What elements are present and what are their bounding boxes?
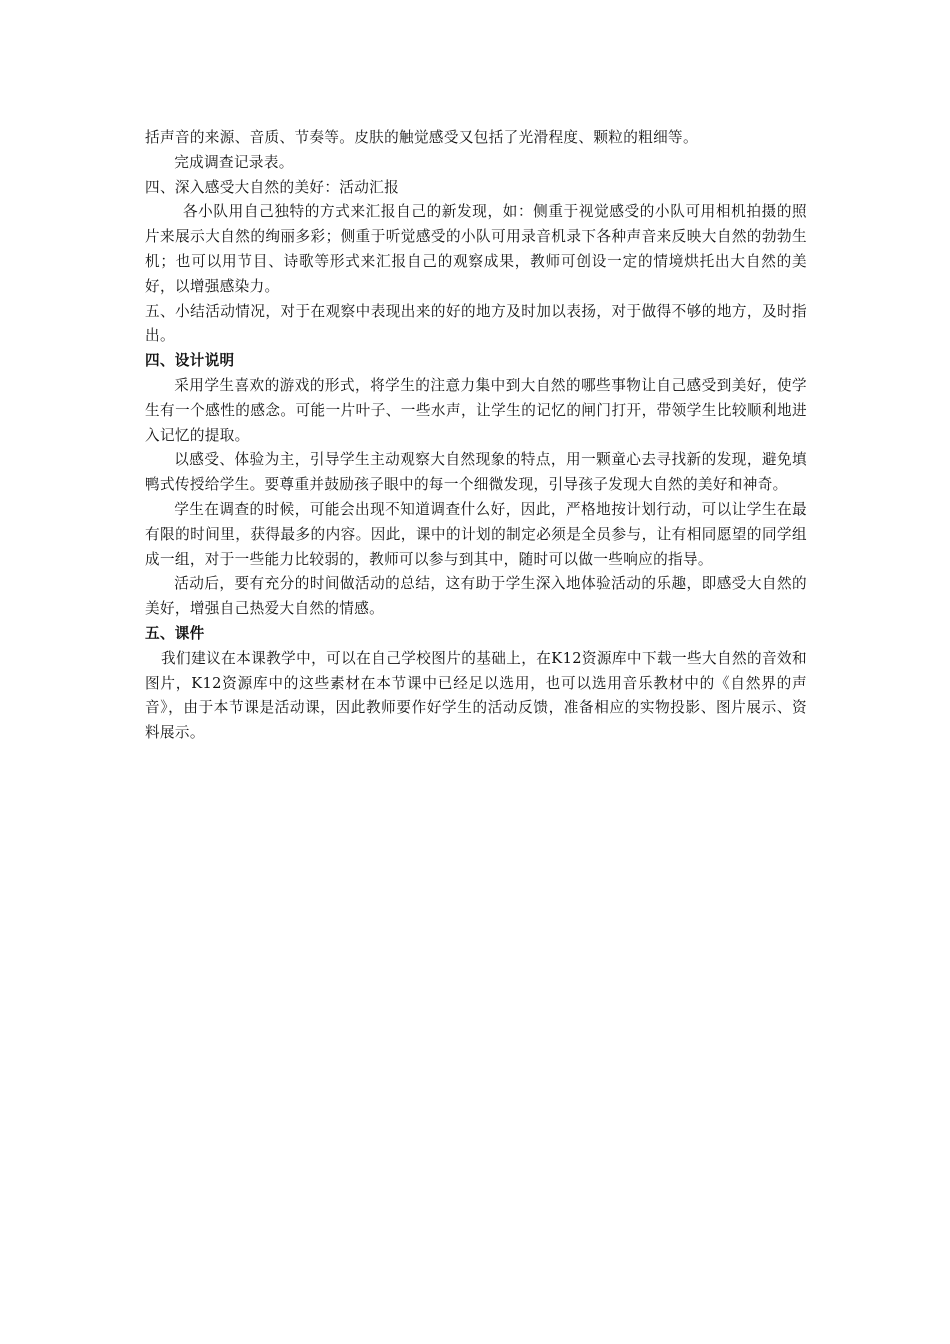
paragraph-design-1: 采用学生喜欢的游戏的形式，将学生的注意力集中到大自然的哪些事物让自己感受到美好，使学生有一个感性的感念。可能一片叶子、一些水声，让学生的记忆的闸门打开，带领学生比较顺利地进入记忆的提取。 [145,376,807,444]
section-heading-courseware: 五、课件 [145,624,205,642]
paragraph-complete-record: 完成调查记录表。 [174,153,294,171]
paragraph-design-4: 活动后，要有充分的时间做活动的总结，这有助于学生深入地体验活动的乐趣，即感受大自然的美好，增强自己热爱大自然的情感。 [145,575,807,618]
paragraph-sense-hearing-touch: 括声音的来源、音质、节奏等。皮肤的触觉感受又包括了光滑程度、颗粒的粗细等。 [145,129,698,146]
step-five-summary: 五、小结活动情况，对于在观察中表现出来的好的地方及时加以表扬，对于做得不够的地方，及时指出。 [145,302,807,345]
section-heading-design: 四、设计说明 [145,352,235,370]
paragraph-design-2: 以感受、体验为主，引导学生主动观察大自然现象的特点，用一颗童心去寻找新的发现，避免填鸭式传授给学生。要尊重并鼓励孩子眼中的每一个细微发现，引导孩子发现大自然的美好和神奇。 [145,451,807,494]
step-four-title: 四、深入感受大自然的美好：活动汇报 [145,178,400,196]
paragraph-courseware: 我们建议在本课教学中，可以在自己学校图片的基础上，在K12资源库中下载一些大自然的音效和图片，K12资源库中的这些素材在本节课中已经足以选用，也可以选用音乐教材中的《自然界的声音》，由于本节课是活动课，因此教师要作好学生的活动反馈，准备相应的实物投影、图片展示、资料展示。 [145,649,807,742]
paragraph-design-3: 学生在调查的时候，可能会出现不知道调查什么好，因此，严格地按计划行动，可以让学生在最有限的时间里，获得最多的内容。因此，课中的计划的制定必须是全员参与，让有相同愿望的同学组成一组，对于一些能力比较弱的，教师可以参与到其中，随时可以做一些响应的指导。 [145,500,807,568]
document-page [145,126,807,746]
paragraph-team-report: 各小队用自己独特的方式来汇报自己的新发现，如：侧重于视觉感受的小队可用相机拍摄的照片来展示大自然的绚丽多彩；侧重于听觉感受的小队可用录音机录下各种声音来反映大自然的勃勃生机；也可以用节目、诗歌等形式来汇报自己的观察成果，教师可创设一定的情境烘托出大自然的美好，以增强感染力。 [145,203,807,295]
